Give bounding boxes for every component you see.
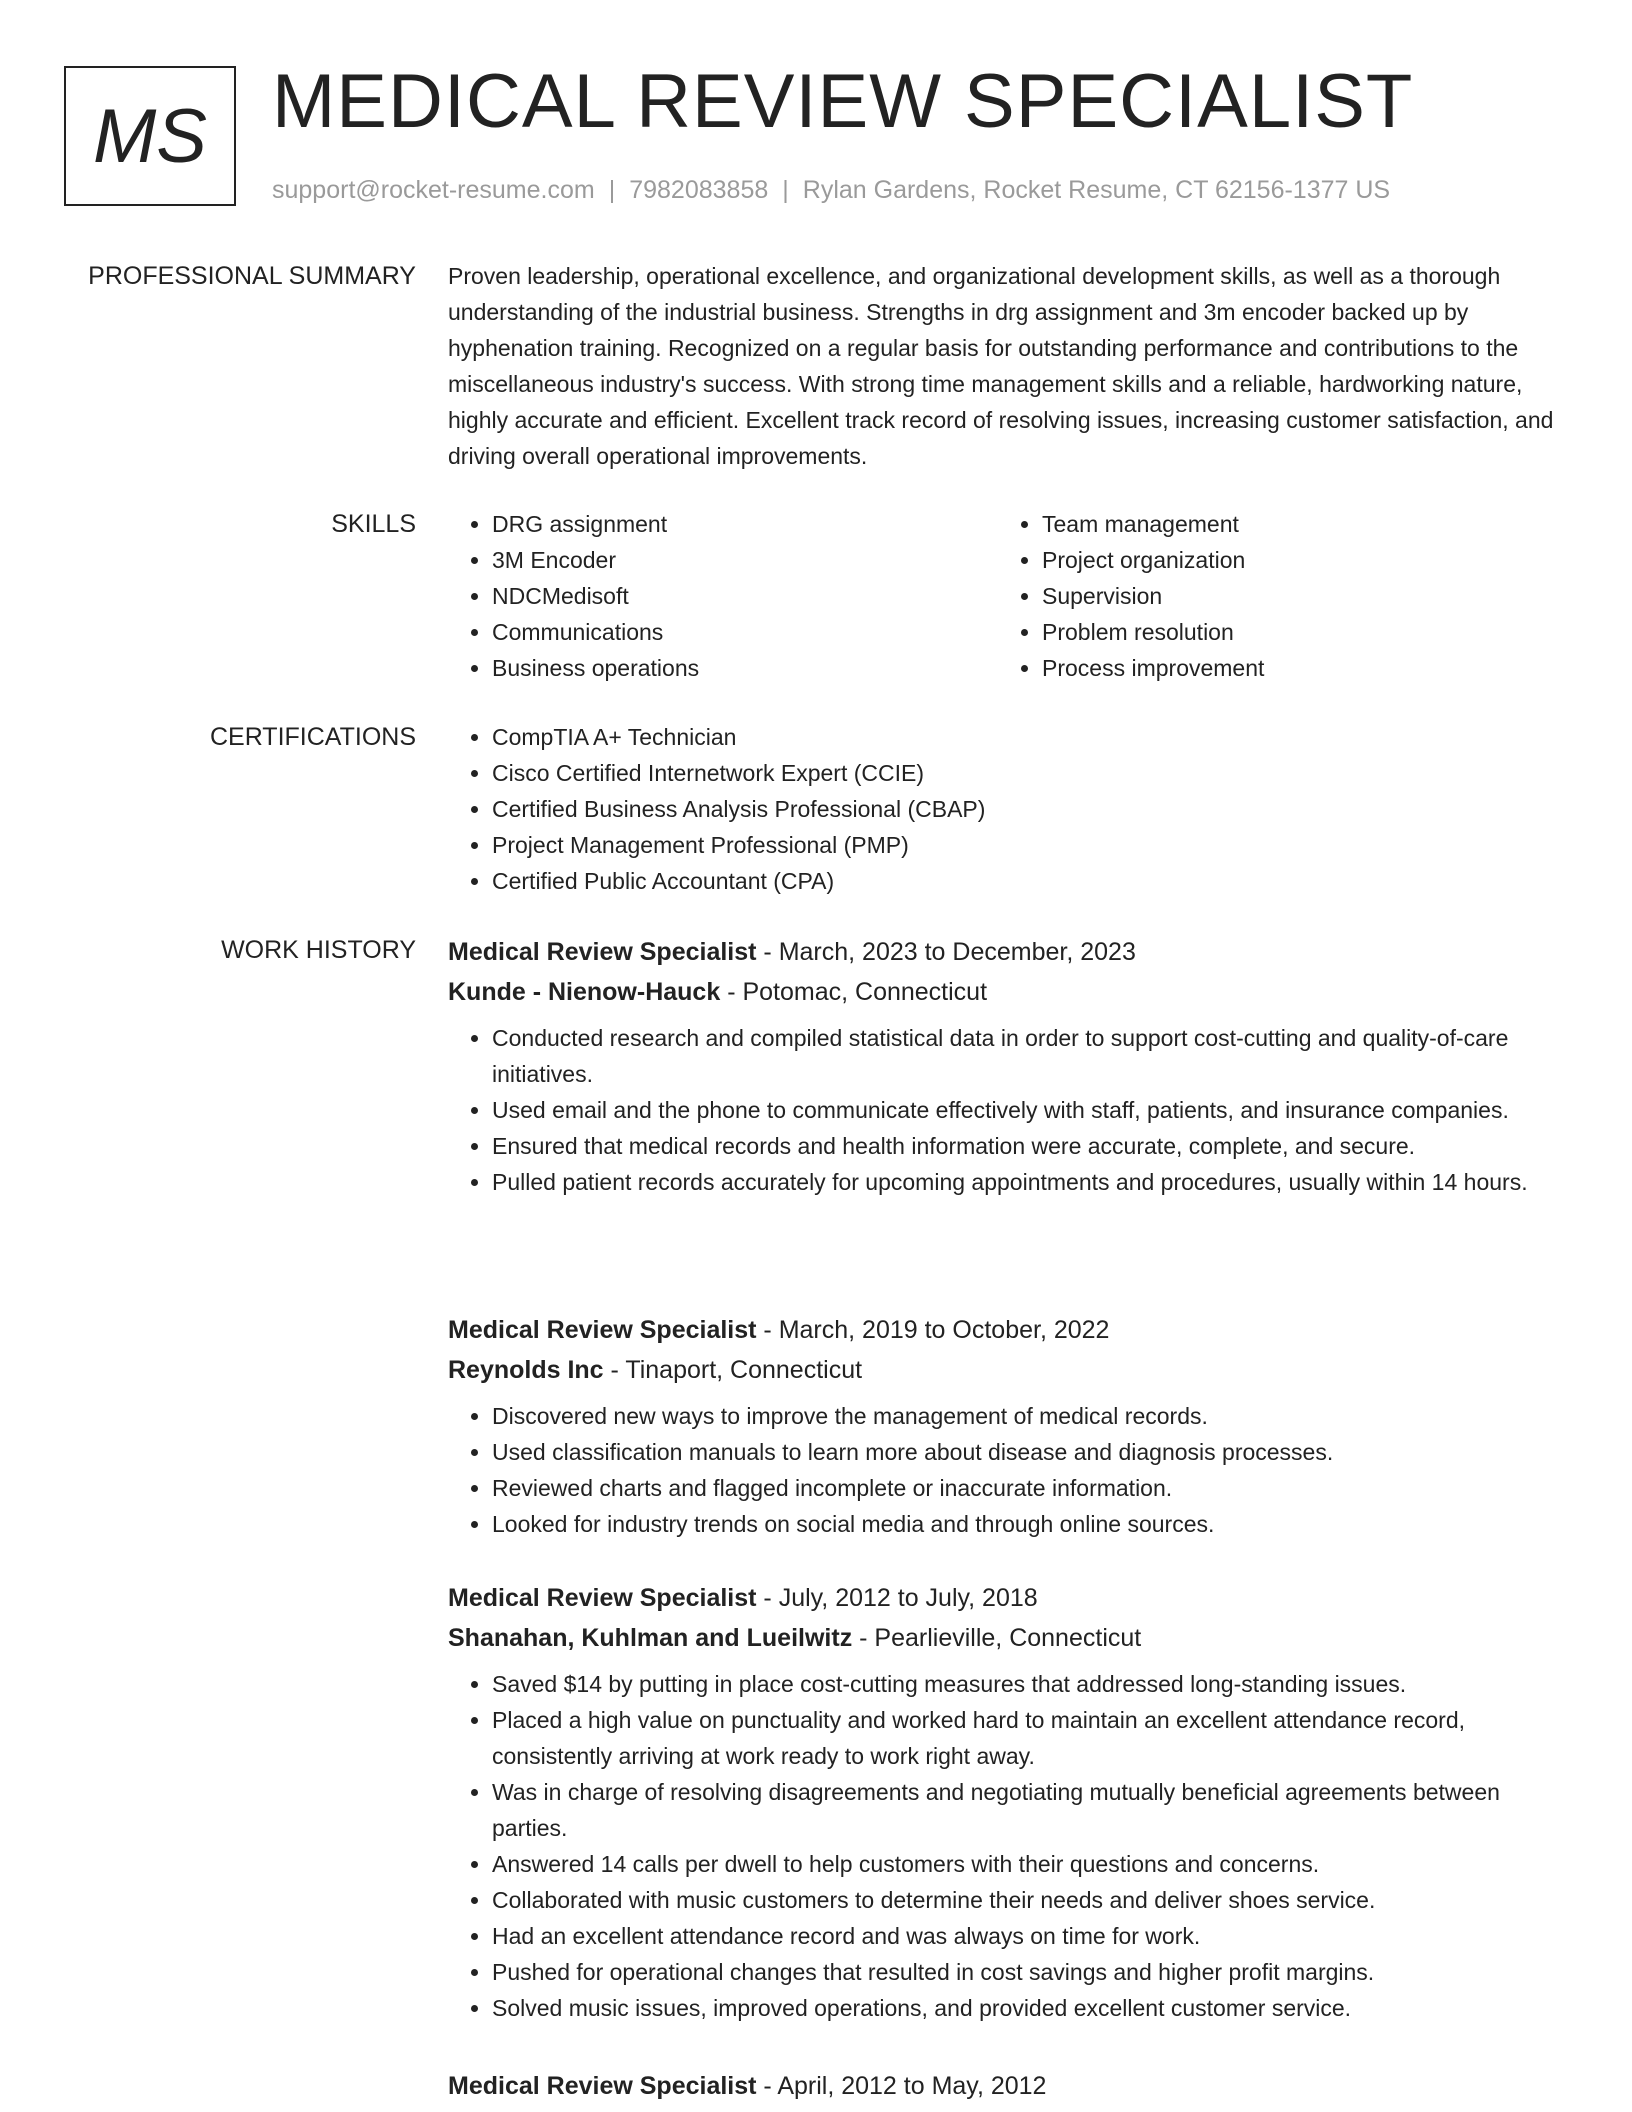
job-bullet: • Answered 14 calls per dwell to help customers with their questions and concerns. <box>492 1846 1558 1882</box>
job-bullet: • Pushed for operational changes that resulted in cost savings and higher profit margins. <box>492 1954 1558 1990</box>
contact-email[interactable]: support@rocket-resume.com <box>272 176 595 204</box>
job-location: - Pearlieville, Connecticut <box>852 1624 1142 1652</box>
job-title-line <box>448 1310 1558 1350</box>
job-entry <box>448 1310 1558 1542</box>
summary-label: PROFESSIONAL SUMMARY <box>88 262 416 290</box>
skill-item: • Communications <box>492 614 1032 650</box>
job-title-line <box>448 2066 1558 2106</box>
contact-line <box>272 174 1390 206</box>
contact-separator: | <box>608 176 616 204</box>
summary-text: Proven leadership, operational excellence, and organizational development skills, as well as a thorough understanding of the industrial business. Strengths in drg assignment and 3m encoder backed up by hyphenation training. Recognized on a regular basis for outstanding performance and contributions to the miscellaneous industry's success. With strong time management skills and a reliable, hardworking nature, highly accurate and efficient. Excellent track record of resolving issues, increasing customer satisfaction, and driving overall operational improvements. <box>448 263 1554 469</box>
job-location: - Potomac, Connecticut <box>720 978 988 1006</box>
job-bullet: • Pulled patient records accurately for upcoming appointments and procedures, usually within 14 hours. <box>492 1164 1558 1200</box>
job-entry <box>448 932 1558 1200</box>
job-location: - Tinaport, Connecticut <box>603 1356 863 1384</box>
skills-label: SKILLS <box>331 510 416 538</box>
job-title-line <box>448 932 1558 972</box>
summary-content <box>448 258 1558 474</box>
certifications-list <box>448 719 1558 899</box>
job-company-line <box>448 1618 1558 1658</box>
job-bullet: • Was in charge of resolving disagreements and negotiating mutually beneficial agreements between parties. <box>492 1774 1558 1846</box>
job-bullet: • Placed a high value on punctuality and worked hard to maintain an excellent attendance record, consistently arriving at work ready to work right away. <box>492 1702 1558 1774</box>
skill-item: • NDCMedisoft <box>492 578 1032 614</box>
job-bullet: • Collaborated with music customers to determine their needs and deliver shoes service. <box>492 1882 1558 1918</box>
skill-item: • Team management <box>1042 506 1582 542</box>
job-entry <box>448 2066 1558 2106</box>
certifications-content <box>448 719 1558 899</box>
certification-item: • Project Management Professional (PMP) <box>492 827 1558 863</box>
skills-column-2 <box>998 506 1582 686</box>
job-dates: - March, 2019 to October, 2022 <box>756 1316 1110 1344</box>
job-company: Kunde - Nienow-Hauck <box>448 978 721 1006</box>
job-bullets <box>448 1666 1558 2026</box>
job-title-line <box>448 1578 1558 1618</box>
certification-item: • CompTIA A+ Technician <box>492 719 1558 755</box>
job-title: Medical Review Specialist <box>448 1316 757 1344</box>
job-title: Medical Review Specialist <box>448 1584 757 1612</box>
monogram-logo: MS <box>64 66 236 206</box>
job-company: Shanahan, Kuhlman and Lueilwitz <box>448 1624 853 1652</box>
skill-item: • Problem resolution <box>1042 614 1582 650</box>
certification-item: • Certified Business Analysis Professional (CBAP) <box>492 791 1558 827</box>
job-bullet: • Conducted research and compiled statistical data in order to support cost-cutting and quality-of-care initiatives. <box>492 1020 1558 1092</box>
job-bullet: • Reviewed charts and flagged incomplete or inaccurate information. <box>492 1470 1558 1506</box>
certifications-label: CERTIFICATIONS <box>209 723 416 751</box>
skill-item: • Supervision <box>1042 578 1582 614</box>
job-title: Medical Review Specialist <box>448 938 757 966</box>
certification-item: • Cisco Certified Internetwork Expert (CCIE) <box>492 755 1558 791</box>
skill-item: • DRG assignment <box>492 506 1032 542</box>
job-bullet: • Ensured that medical records and health information were accurate, complete, and secure. <box>492 1128 1558 1164</box>
job-dates: - April, 2012 to May, 2012 <box>756 2072 1047 2100</box>
job-dates: - July, 2012 to July, 2018 <box>756 1584 1038 1612</box>
job-company-line <box>448 1350 1558 1390</box>
job-bullet: • Solved music issues, improved operations, and provided excellent customer service. <box>492 1990 1558 2026</box>
skill-item: • Business operations <box>492 650 1032 686</box>
contact-separator: | <box>782 176 789 204</box>
job-bullet: • Saved $14 by putting in place cost-cutting measures that addressed long-standing issues. <box>492 1666 1558 1702</box>
job-bullet: • Looked for industry trends on social media and through online sources. <box>492 1506 1558 1542</box>
job-company-line <box>448 972 1558 1012</box>
contact-phone[interactable]: 7982083858 <box>629 176 769 204</box>
job-bullet: • Used classification manuals to learn more about disease and diagnosis processes. <box>492 1434 1558 1470</box>
skills-column-1 <box>448 506 1032 686</box>
work-history-label: WORK HISTORY <box>221 936 416 964</box>
page-title: MEDICAL REVIEW SPECIALIST <box>272 59 1414 144</box>
job-bullet: • Discovered new ways to improve the management of medical records. <box>492 1398 1558 1434</box>
contact-address: Rylan Gardens, Rocket Resume, CT 62156-1377 US <box>802 176 1391 204</box>
job-bullet: • Had an excellent attendance record and was always on time for work. <box>492 1918 1558 1954</box>
skill-item: • 3M Encoder <box>492 542 1032 578</box>
job-bullets <box>448 1398 1558 1542</box>
certification-item: • Certified Public Accountant (CPA) <box>492 863 1558 899</box>
job-bullets <box>448 1020 1558 1200</box>
job-title: Medical Review Specialist <box>448 2072 757 2100</box>
skill-item: • Project organization <box>1042 542 1582 578</box>
job-entry <box>448 1578 1558 2026</box>
job-bullet: • Used email and the phone to communicate effectively with staff, patients, and insurance companies. <box>492 1092 1558 1128</box>
skill-item: • Process improvement <box>1042 650 1582 686</box>
job-company: Reynolds Inc <box>448 1356 604 1384</box>
job-dates: - March, 2023 to December, 2023 <box>756 938 1136 966</box>
